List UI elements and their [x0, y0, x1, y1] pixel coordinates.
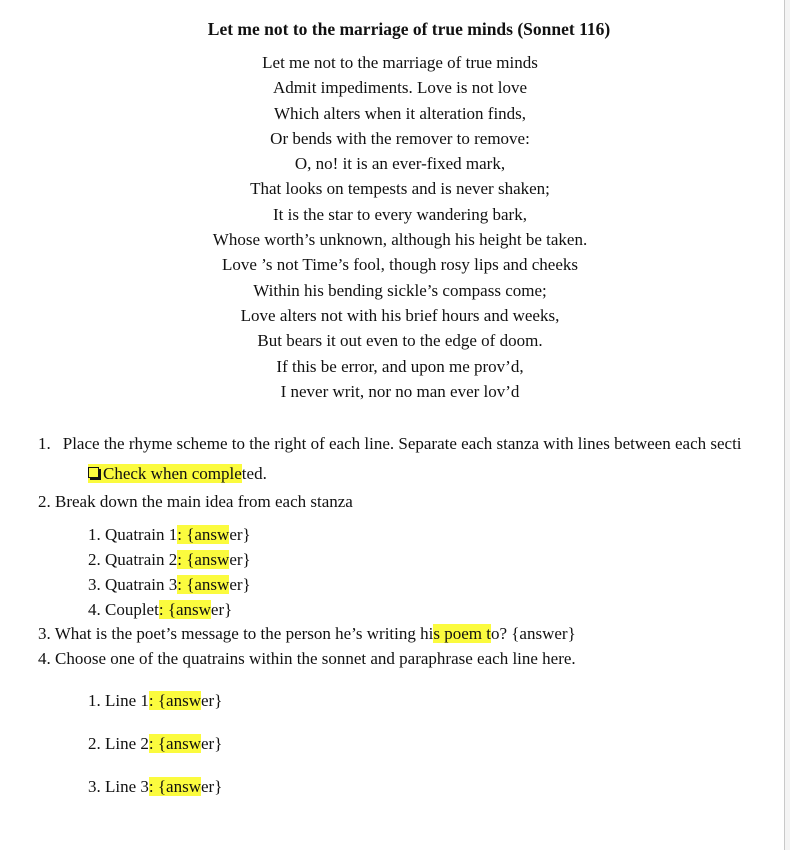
sub-label: Line 2	[105, 734, 149, 753]
sub-label: Line 1	[105, 691, 149, 710]
sub-number: 3.	[88, 777, 101, 796]
answer-placeholder[interactable]: : {answ	[148, 691, 201, 710]
poem-line: Love alters not with his brief hours and weeks,	[240, 305, 560, 325]
sub-label: Quatrain 3	[105, 575, 178, 594]
sub-label: Quatrain 1	[105, 525, 178, 544]
answer-placeholder[interactable]: : {answ	[177, 525, 230, 544]
answer-placeholder-end: er}	[229, 525, 251, 544]
poem-block	[0, 50, 784, 404]
answer-placeholder[interactable]: : {answ	[177, 550, 230, 569]
question-3-text-end: o? {answer}	[490, 624, 576, 643]
question-4-sub-2	[88, 732, 222, 756]
answer-placeholder-end: er}	[200, 691, 223, 710]
sub-number: 1.	[88, 525, 101, 544]
poem-line: It is the star to every wandering bark,	[273, 204, 527, 224]
checkbox-icon[interactable]	[88, 467, 99, 478]
poem-line: I never writ, nor no man ever lov’d	[280, 381, 520, 401]
poem-line: Whose worth’s unknown, although his height be taken.	[212, 230, 588, 250]
question-4-sub-1	[88, 689, 222, 713]
question-2-text: Break down the main idea from each stanza	[55, 492, 353, 511]
answer-placeholder-end: er}	[210, 600, 233, 619]
question-2-number: 2.	[38, 492, 51, 511]
page-title: Let me not to the marriage of true minds (Sonnet 116)	[207, 19, 611, 39]
question-2-sub-1	[88, 523, 251, 547]
page-gutter	[785, 0, 790, 850]
answer-placeholder-end: er}	[229, 575, 251, 594]
poem-line: Which alters when it alteration finds,	[273, 103, 527, 123]
question-1-number: 1.	[38, 434, 51, 453]
question-4-sub-3	[88, 775, 222, 799]
sub-label: Line 3	[105, 777, 149, 796]
sub-number: 2.	[88, 734, 101, 753]
answer-placeholder[interactable]: : {answ	[177, 575, 230, 594]
question-2-sub-4	[88, 598, 232, 622]
poem-line: O, no! it is an ever-fixed mark,	[294, 154, 506, 174]
answer-placeholder[interactable]: : {answ	[148, 734, 201, 753]
question-2-sub-2	[88, 548, 251, 572]
answer-placeholder-end: er}	[200, 777, 223, 796]
sub-label: Quatrain 2	[105, 550, 178, 569]
question-3-text: What is the poet’s message to the person he’s writing hi	[54, 624, 434, 643]
completion-checkbox-row[interactable]	[88, 462, 267, 486]
sub-number: 1.	[88, 691, 101, 710]
sub-number: 3.	[88, 575, 101, 594]
answer-placeholder[interactable]: : {answ	[158, 600, 211, 619]
poem-line: Admit impediments. Love is not love	[272, 78, 528, 98]
poem-line: But bears it out even to the edge of doom.	[257, 331, 543, 351]
answer-placeholder-end: er}	[229, 550, 251, 569]
checkbox-label-end: ted.	[241, 464, 267, 483]
highlighted-text: s poem t	[433, 624, 491, 643]
checkbox-highlight[interactable]	[88, 464, 242, 483]
question-1	[38, 432, 742, 456]
question-2	[38, 490, 353, 514]
poem-line: If this be error, and upon me prov’d,	[276, 356, 524, 376]
question-2-sub-3	[88, 573, 251, 597]
checkbox-label: Check when comple	[103, 464, 242, 483]
sub-number: 4.	[88, 600, 101, 619]
poem-line: Love ’s not Time’s fool, though rosy lips and cheeks	[221, 255, 579, 275]
poem-line: Let me not to the marriage of true minds	[262, 53, 538, 72]
poem-line: That looks on tempests and is never shaken;	[250, 179, 550, 199]
question-4-text: Choose one of the quatrains within the sonnet and paraphrase each line here.	[55, 649, 576, 668]
question-3	[38, 622, 576, 646]
poem-line: Or bends with the remover to remove:	[270, 128, 530, 148]
question-4	[38, 647, 576, 671]
question-3-number: 3.	[38, 624, 51, 643]
sub-number: 2.	[88, 550, 101, 569]
question-1-text: Place the rhyme scheme to the right of each line. Separate each stanza with lines between each secti	[62, 434, 742, 453]
answer-placeholder[interactable]: : {answ	[148, 777, 201, 796]
answer-placeholder-end: er}	[200, 734, 223, 753]
question-4-number: 4.	[38, 649, 51, 668]
poem-line: Within his bending sickle’s compass come;	[253, 280, 547, 300]
sub-label: Couplet	[105, 600, 159, 619]
